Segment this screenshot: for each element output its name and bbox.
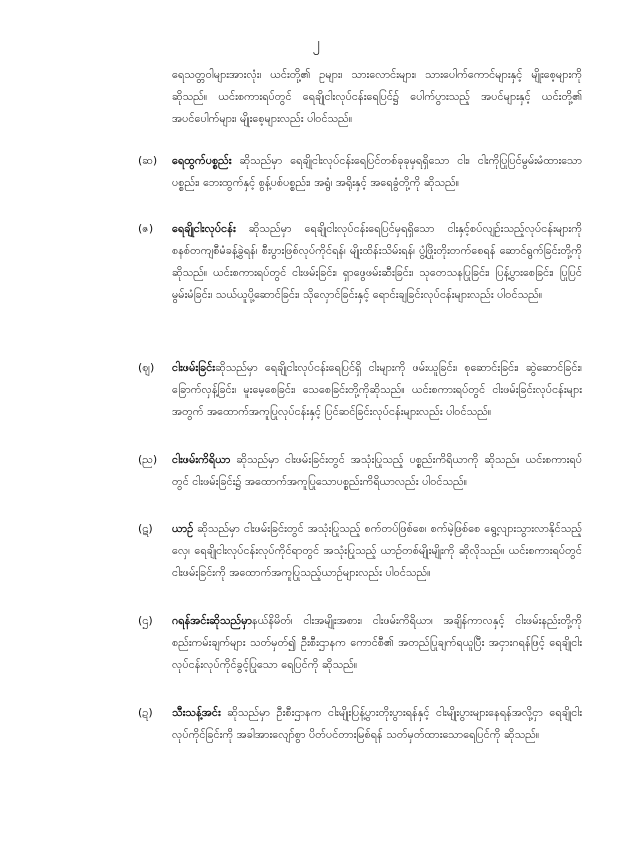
continuation-paragraph: ရေသတ္တဝါများအားလုံး၊ ယင်းတို့၏ ဥများ၊ သားလောင်းများ၊ သားပေါက်ကောင်များနှင့် မျိုးစေ့များကိုဆိုသည်။ ယင်းစကားရပ်တွင် ရေချိုငါးလုပ်ငန်းရေပြင်၌ ပေါက်ပွားသည့် အပင်များနှင့် ယင်းတို့၏ အပင်ပေါက်များ၊ မျိုးစေ့များလည်း ပါဝင်သည်။ xyxy=(172,68,582,125)
definition-text: ဆိုသည်မှာ ရေချိုငါးလုပ်ငန်းရေပြင်မှရရှိသော ငါးနှင့်စပ်လျဉ်းသည့်လုပ်ငန်းများကို စနစ်တကျစီမံခန့်ခွဲရန်၊ စီးပွားဖြစ်လုပ်ကိုင်ရန်၊ မျိုးထိန်းသိမ်းရန်၊ ပွံ့ဖြိုးတိုးတက်စေရန် ဆောင်ရွက်ခြင်းတို့ကိုဆိုသည်။ ယင်းစကားရပ်တွင် ငါးဖမ်းခြင်း၊ ရှာဖွေဖမ်းဆီးခြင်း၊ သုတေသနပြုခြင်း၊ ပြန့်ပွားစေခြင်း၊ ပြုပြင်မွမ်းမံခြင်း၊ သယ်ယူပို့ဆောင်ခြင်း၊ သိုလှောင်ခြင်းနှင့် ရောင်းချခြင်းလုပ်ငန်းများလည်း ပါဝင်သည်။ xyxy=(172,222,582,301)
definition-marker: (ဈ) xyxy=(138,361,155,374)
definition-body xyxy=(172,702,582,746)
definition-term: ဂရန်အင်းဆိုသည်မှာ xyxy=(172,614,252,627)
definition-body xyxy=(172,610,582,676)
definition-body xyxy=(172,518,582,584)
definition-text: ဆိုသည်မှာ ငါးဖမ်းခြင်းတွင် အသုံးပြုသည့် ပစ္စည်းကိရိယာကို ဆိုသည်။ ယင်းစကားရပ်တွင် ငါးဖမ်းခြင်း၌ အထောက်အကူပြုသောပစ္စည်းကိရိယာလည်း ပါဝင်သည်။ xyxy=(172,453,582,488)
page-number: ၂ xyxy=(312,34,320,52)
definition-term: သီးသန့်အင်း xyxy=(172,706,221,719)
definition-term: ယာဉ် xyxy=(172,522,194,535)
definition-body xyxy=(172,357,582,423)
definition-text: ဆိုသည်မှာ ရေချိုငါးလုပ်ငန်းရေပြင်ရှိ ငါးများကို ဖမ်းယူခြင်း၊ စုဆောင်းခြင်း၊ ဆွဲဆောင်ခြင်း၊ ခြောက်လှန့်ခြင်း၊ မူးမေ့စေခြင်း၊ သေစေခြင်းတို့ကိုဆိုသည်။ ယင်းစကားရပ်တွင် ငါးဖမ်းခြင်းလုပ်ငန်းများအတွက် အထောက်အကူပြုလုပ်ငန်းနှင့် ပြင်ဆင်ခြင်းလုပ်ငန်းများလည်း ပါဝင်သည်။ xyxy=(172,361,582,418)
definition-body xyxy=(172,449,582,493)
definition-marker: (ဆ) xyxy=(138,154,158,167)
definition-term: ရေထွက်ပစ္စည်း xyxy=(172,154,232,167)
definition-body xyxy=(172,218,582,306)
definition-term: ငါးဖမ်းကိရိယာ xyxy=(172,453,231,466)
definition-body xyxy=(172,150,582,194)
definition-marker: (ဌ) xyxy=(138,614,153,627)
definition-marker: (ဇ) xyxy=(138,222,154,235)
definition-marker: (ဍ) xyxy=(138,706,153,719)
definition-text: ဆိုသည်မှာ ငါးဖမ်းခြင်းတွင် အသုံးပြုသည့် စက်တပ်ဖြစ်စေ၊ စက်မဲ့ဖြစ်စေ ရွေ့လျားသွားလာနိုင်သည့် လှေ၊ ရေချိုငါးလုပ်ငန်းလုပ်ကိုင်ရာတွင် အသုံးပြုသည့် ယာဉ်တစ်မျိုးမျိုးကို ဆိုလိုသည်။ ယင်းစကားရပ်တွင် ငါးဖမ်းခြင်းကို အထောက်အကူပြုသည့်ယာဉ်များလည်း ပါဝင်သည်။ xyxy=(172,522,582,579)
definition-marker: (ဋ) xyxy=(138,522,153,535)
definition-text: ဆိုသည်မှာ ရေချိုငါးလုပ်ငန်းရေပြင်တစ်ခုခုမှရရှိသော ငါး၊ ငါးကိုပြုပြင်မွမ်းမံထားသောပစ္စည်း၊ ဘေးထွက်နှင့် စွန့်ပစ်ပစ္စည်း၊ အရွံ၊ အရိုးနှင့် အရေခွံတို့ကို ဆိုသည်။ xyxy=(172,154,582,189)
definition-text: ဆိုသည်မှာ ဦးစီးဌာနက ငါးမျိုးပြန့်ပွားတိုးပွားရန်နှင့် ငါးမျိုးပွားများနေရန်အလို့ငှာ ရေချိုငါးလုပ်ကိုင်ခြင်းကို အခါအားလျော်စွာ ပိတ်ပင်တားမြစ်ရန် သတ်မှတ်ထားသောရေပြင်ကို ဆိုသည်။ xyxy=(172,706,582,741)
definition-text: နယ်နိမိတ်၊ ငါးအမျိုးအစား၊ ငါးဖမ်းကိရိယာ၊ အချိန်ကာလနှင့် ငါးဖမ်းနည်းတို့ကို စည်းကမ်းချက်များ သတ်မှတ်၍ ဦးစီးဌာနက ကောင်စီ၏ အတည်ပြုချက်ရယူပြီး အငှားဂရန်ဖြင့် ရေချိုငါးလုပ်ငန်းလုပ်ကိုင်ခွင့်ပြုသော ရေပြင်ကို ဆိုသည်။ xyxy=(172,614,582,671)
definition-term: ရေချိုငါးလုပ်ငန်း xyxy=(172,222,236,235)
definition-marker: (ည) xyxy=(138,453,158,466)
definition-term: ငါးဖမ်းခြင်း xyxy=(172,361,216,374)
